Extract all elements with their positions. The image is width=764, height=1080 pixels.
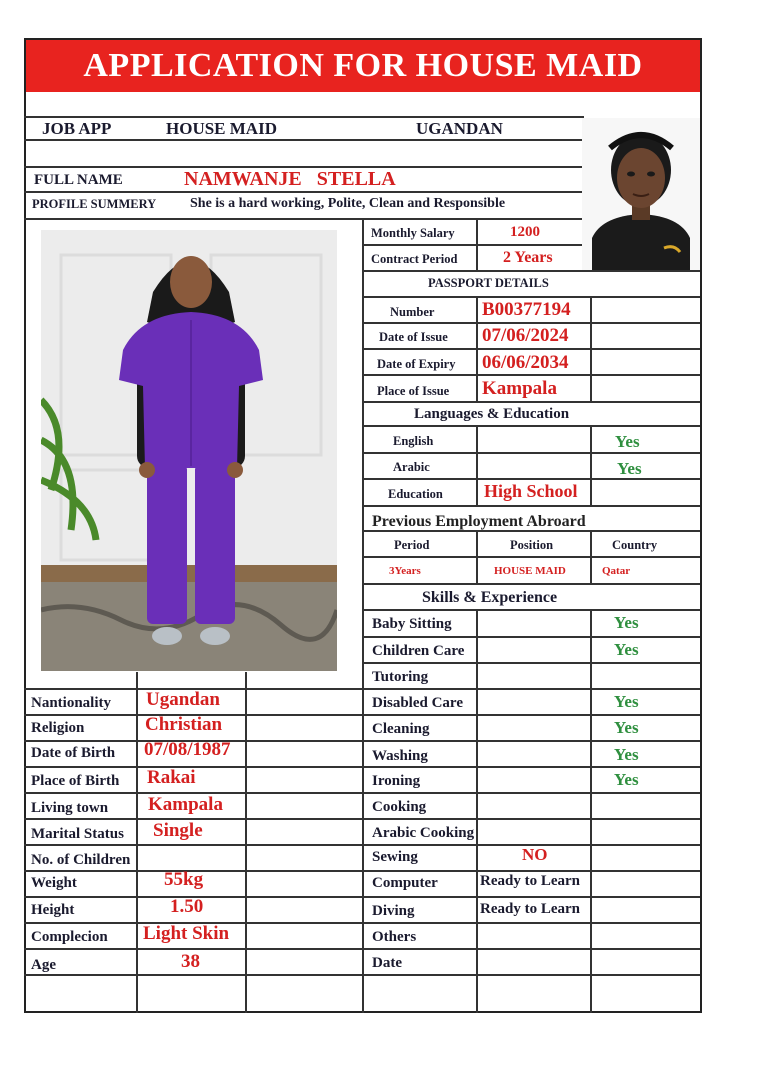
personal-value: Ugandan bbox=[146, 689, 220, 710]
education-label: Education bbox=[388, 487, 443, 501]
divider bbox=[362, 609, 700, 611]
full-name-label: FULL NAME bbox=[34, 172, 123, 188]
divider bbox=[362, 636, 700, 638]
divider bbox=[362, 792, 700, 794]
divider bbox=[24, 948, 362, 950]
divider bbox=[362, 583, 700, 585]
divider bbox=[24, 974, 362, 976]
divider bbox=[362, 662, 700, 664]
divider bbox=[362, 322, 700, 324]
skill-label: Children Care bbox=[372, 643, 465, 659]
personal-value: 1.50 bbox=[170, 896, 204, 917]
divider bbox=[362, 740, 700, 742]
personal-label: Religion bbox=[31, 720, 85, 736]
divider bbox=[362, 348, 700, 350]
divider bbox=[362, 818, 700, 820]
personal-label: Marital Status bbox=[31, 826, 124, 842]
personal-label: Height bbox=[31, 902, 75, 918]
profile-label: PROFILE SUMMERY bbox=[32, 197, 157, 211]
skill-value: Yes bbox=[614, 745, 639, 764]
divider bbox=[476, 296, 478, 401]
skill-value: Yes bbox=[614, 692, 639, 711]
skill-label: Ironing bbox=[372, 773, 421, 789]
personal-label: No. of Children bbox=[31, 852, 131, 868]
applicant-portrait-photo bbox=[582, 118, 700, 270]
divider bbox=[362, 244, 582, 246]
divider bbox=[24, 139, 584, 141]
personal-label: Date of Birth bbox=[31, 745, 116, 761]
profile-value: She is a hard working, Polite, Clean and Responsible bbox=[190, 196, 506, 211]
skill-label: Cooking bbox=[372, 799, 427, 815]
skill-label: Arabic Cooking bbox=[372, 825, 475, 841]
issue-place-value: Kampala bbox=[482, 378, 557, 399]
personal-label: Weight bbox=[31, 875, 77, 891]
divider bbox=[362, 478, 700, 480]
issue-date-value: 07/06/2024 bbox=[482, 325, 569, 346]
employment-country: Qatar bbox=[602, 565, 631, 577]
divider bbox=[590, 530, 592, 583]
job-nationality: UGANDAN bbox=[416, 119, 503, 138]
personal-value: Light Skin bbox=[143, 923, 230, 944]
divider bbox=[476, 425, 478, 505]
divider bbox=[362, 922, 700, 924]
divider bbox=[590, 609, 592, 1013]
job-position: HOUSE MAID bbox=[166, 119, 277, 138]
divider bbox=[362, 401, 700, 403]
personal-value: Single bbox=[153, 820, 203, 841]
skill-label: Others bbox=[372, 929, 417, 945]
skill-note: Ready to Learn bbox=[480, 873, 580, 889]
skill-label: Washing bbox=[372, 748, 428, 764]
english-label: English bbox=[393, 434, 434, 448]
divider bbox=[136, 672, 138, 1013]
personal-value: 38 bbox=[181, 951, 200, 972]
employment-position: HOUSE MAID bbox=[494, 565, 566, 577]
divider bbox=[362, 714, 700, 716]
skill-note: Ready to Learn bbox=[480, 901, 580, 917]
skills-title: Skills & Experience bbox=[422, 589, 558, 606]
divider bbox=[362, 452, 700, 454]
personal-value: Rakai bbox=[147, 767, 196, 788]
divider bbox=[24, 844, 362, 846]
divider bbox=[362, 948, 700, 950]
divider bbox=[245, 672, 247, 1013]
form-title: APPLICATION FOR HOUSE MAID bbox=[26, 40, 700, 92]
english-value: Yes bbox=[615, 432, 640, 451]
divider bbox=[590, 296, 592, 401]
divider bbox=[362, 688, 700, 690]
full-name-value: NAMWANJE STELLA bbox=[184, 168, 396, 190]
skill-label: Disabled Care bbox=[372, 695, 463, 711]
issue-place-label: Place of Issue bbox=[377, 384, 450, 398]
education-value: High School bbox=[484, 481, 578, 501]
personal-label: Living town bbox=[31, 800, 109, 816]
issue-date-label: Date of Issue bbox=[379, 330, 448, 344]
divider bbox=[362, 270, 700, 272]
divider bbox=[24, 218, 584, 220]
divider bbox=[362, 974, 700, 976]
personal-value: 07/08/1987 bbox=[144, 739, 231, 760]
personal-label: Place of Birth bbox=[31, 773, 120, 789]
divider bbox=[362, 766, 700, 768]
divider bbox=[362, 556, 700, 558]
divider bbox=[362, 374, 700, 376]
skill-note: NO bbox=[522, 845, 548, 864]
divider bbox=[362, 425, 700, 427]
employment-col-position: Position bbox=[510, 538, 554, 552]
divider bbox=[24, 116, 584, 118]
job-app-label: JOB APP bbox=[42, 119, 112, 138]
personal-label: Nantionality bbox=[31, 695, 112, 711]
personal-value: 55kg bbox=[164, 869, 204, 890]
passport-number-value: B00377194 bbox=[482, 299, 571, 320]
arabic-label: Arabic bbox=[393, 460, 430, 474]
divider bbox=[24, 191, 584, 193]
skill-label: Tutoring bbox=[372, 669, 429, 685]
divider bbox=[362, 296, 700, 298]
skill-label: Date bbox=[372, 955, 402, 971]
employment-col-country: Country bbox=[612, 538, 658, 552]
employment-col-period: Period bbox=[394, 538, 430, 552]
passport-title: PASSPORT DETAILS bbox=[428, 276, 549, 290]
passport-number-label: Number bbox=[390, 305, 435, 319]
expiry-date-value: 06/06/2034 bbox=[482, 352, 569, 373]
personal-label: Age bbox=[31, 957, 56, 973]
personal-label: Complecion bbox=[31, 929, 108, 945]
personal-value: Christian bbox=[145, 714, 223, 735]
divider bbox=[362, 896, 700, 898]
divider bbox=[362, 870, 700, 872]
contract-period-label: Contract Period bbox=[371, 252, 458, 266]
skill-label: Cleaning bbox=[372, 721, 430, 737]
salary-label: Monthly Salary bbox=[371, 226, 455, 240]
personal-value: Kampala bbox=[148, 794, 223, 815]
languages-title: Languages & Education bbox=[414, 406, 570, 422]
skill-label: Diving bbox=[372, 903, 415, 919]
employment-period: 3Years bbox=[389, 565, 421, 577]
divider bbox=[476, 530, 478, 583]
skill-label: Baby Sitting bbox=[372, 616, 452, 632]
divider bbox=[590, 425, 592, 505]
skill-label: Sewing bbox=[372, 849, 418, 865]
divider bbox=[476, 609, 478, 1013]
contract-period-value: 2 Years bbox=[503, 249, 553, 266]
divider bbox=[362, 218, 364, 1013]
skill-value: Yes bbox=[614, 613, 639, 632]
skill-label: Computer bbox=[372, 875, 438, 891]
divider bbox=[362, 505, 700, 507]
applicant-full-body-photo bbox=[41, 230, 337, 671]
employment-title: Previous Employment Abroard bbox=[372, 513, 586, 530]
skill-value: Yes bbox=[614, 640, 639, 659]
skill-value: Yes bbox=[614, 770, 639, 789]
arabic-value: Yes bbox=[617, 459, 642, 478]
skill-value: Yes bbox=[614, 718, 639, 737]
expiry-date-label: Date of Expiry bbox=[377, 357, 456, 371]
salary-value: 1200 bbox=[510, 224, 540, 240]
